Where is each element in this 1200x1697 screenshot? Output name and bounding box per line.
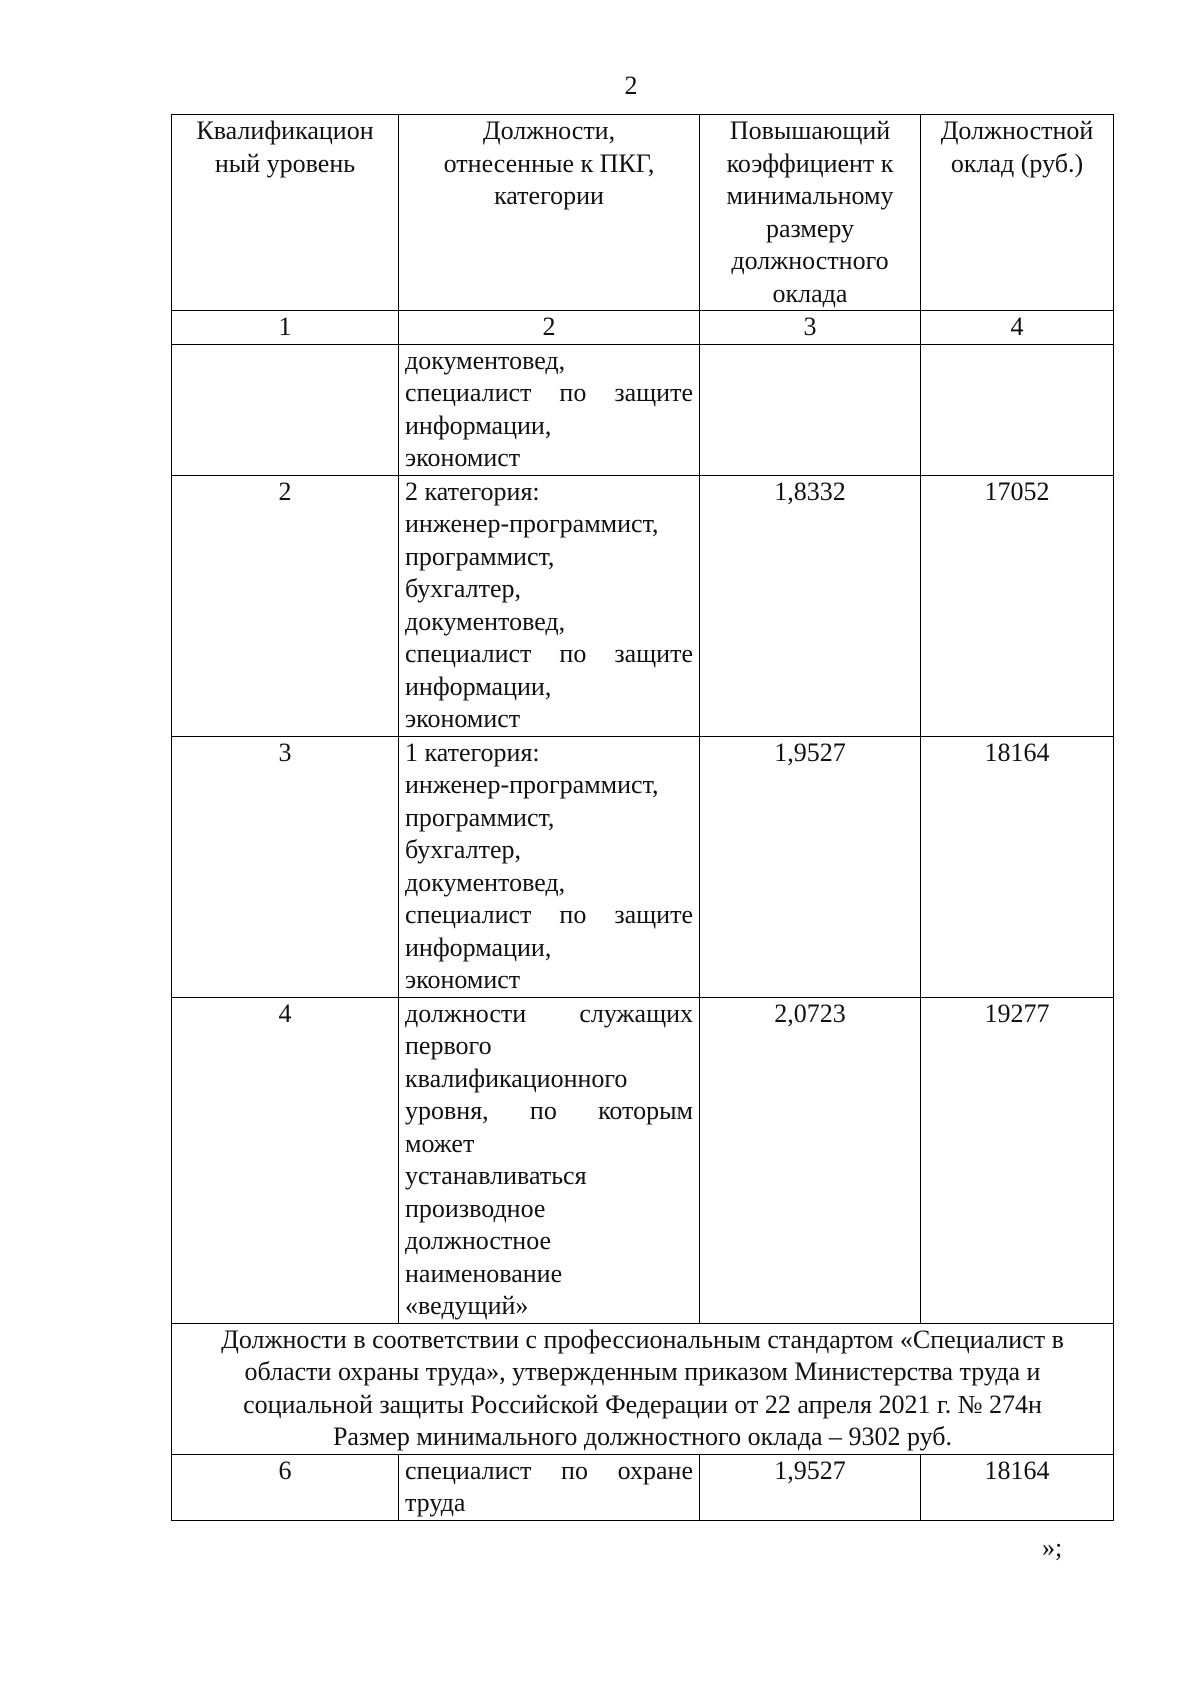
section-note-line: Должности в соответствии с профессиональным стандартом «Специалист в: [221, 1324, 1064, 1354]
position-line: экономист: [405, 704, 521, 733]
header-text-line: Должности,: [482, 116, 616, 145]
position-line: специалист по защите: [405, 900, 693, 929]
position-line: экономист: [405, 965, 521, 994]
positions-cell: [399, 997, 700, 1323]
position-line: программист,: [405, 802, 555, 832]
positions-cell: [399, 1454, 700, 1520]
column-number-row: [172, 311, 1114, 345]
column-number: 2: [399, 311, 700, 345]
salary-cell: 19277: [921, 997, 1114, 1323]
position-line: специалист по защите: [405, 378, 693, 407]
coefficient-cell: 2,0723: [700, 997, 921, 1323]
position-line: инженер-программист,: [405, 770, 659, 799]
header-text-line: ный уровень: [214, 148, 356, 178]
coefficient-cell: 1,9527: [700, 736, 921, 997]
level-cell: 3: [172, 736, 399, 997]
level-cell: [172, 344, 399, 475]
header-text-line: оклад (руб.): [950, 148, 1084, 178]
level-cell: 6: [172, 1454, 399, 1520]
position-line: документовед,: [405, 867, 566, 897]
section-note-line: социальной защиты Российской Федерации от 22 апреля 2021 г. № 274н: [243, 1389, 1042, 1419]
positions-cell: [399, 736, 700, 997]
position-line: бухгалтер,: [405, 835, 522, 864]
header-text-line: оклада: [772, 278, 848, 308]
section-note: [172, 1323, 1114, 1454]
salary-cell: [921, 344, 1114, 475]
position-line: устанавливаться: [405, 1161, 587, 1190]
position-line: квалификационного: [405, 1063, 628, 1093]
position-line: специалист по защите: [405, 639, 693, 668]
header-salary: [921, 115, 1114, 311]
position-line: первого: [405, 1031, 492, 1060]
column-number: 4: [921, 311, 1114, 345]
page-number: 2: [624, 71, 638, 100]
level-cell: 2: [172, 475, 399, 736]
table-header-row: [172, 115, 1114, 311]
table-row: [172, 344, 1114, 475]
table-row: [172, 475, 1114, 736]
column-number: 1: [172, 311, 399, 345]
position-line: специалист по охране: [405, 1455, 693, 1485]
position-line: уровня, по которым: [405, 1096, 693, 1125]
salary-cell: 18164: [921, 736, 1114, 997]
position-line: документовед,: [405, 606, 566, 636]
header-positions: [399, 115, 700, 311]
position-line: информации,: [405, 410, 552, 440]
position-line: программист,: [405, 541, 555, 571]
position-line: наименование: [405, 1258, 563, 1288]
position-line: производное: [405, 1193, 546, 1223]
position-line: труда: [405, 1488, 466, 1517]
position-line: должности служащих: [405, 998, 693, 1028]
salary-table: [171, 114, 1114, 1521]
position-line: документовед,: [405, 345, 566, 375]
header-text-line: размеру: [765, 213, 855, 243]
positions-cell: [399, 344, 700, 475]
header-coefficient: [700, 115, 921, 311]
header-text-line: категории: [494, 181, 604, 210]
header-text-line: минимальному: [726, 181, 894, 210]
coefficient-cell: 1,8332: [700, 475, 921, 736]
position-line: может: [405, 1128, 475, 1158]
position-line: 2 категория:: [405, 476, 540, 506]
position-line: экономист: [405, 443, 521, 472]
table-row: [172, 997, 1114, 1323]
column-number: 3: [700, 311, 921, 345]
table-row: [172, 1454, 1114, 1520]
header-qualification-level: [172, 115, 399, 311]
level-cell: 4: [172, 997, 399, 1323]
salary-cell: 18164: [921, 1454, 1114, 1520]
positions-cell: [399, 475, 700, 736]
position-line: информации,: [405, 671, 552, 701]
position-line: инженер-программист,: [405, 509, 659, 538]
section-note-row: [172, 1323, 1114, 1454]
position-line: информации,: [405, 932, 552, 962]
section-note-line: Размер минимального должностного оклада – 9302 руб.: [332, 1422, 953, 1451]
coefficient-cell: [700, 344, 921, 475]
section-note-line: области охраны труда», утвержденным приказом Министерства труда и: [244, 1357, 1041, 1386]
position-line: бухгалтер,: [405, 574, 522, 603]
closing-quote-mark: »;: [1042, 1533, 1063, 1562]
header-text-line: отнесенные к ПКГ,: [443, 148, 655, 178]
salary-cell: 17052: [921, 475, 1114, 736]
header-text-line: Квалификацион: [196, 116, 374, 145]
header-text-line: Повышающий: [729, 116, 891, 145]
position-line: «ведущий»: [405, 1291, 529, 1320]
header-text-line: должностного: [731, 246, 889, 275]
position-line: 1 категория:: [405, 737, 540, 767]
coefficient-cell: 1,9527: [700, 1454, 921, 1520]
header-text-line: Должностной: [940, 116, 1094, 145]
position-line: должностное: [405, 1226, 552, 1255]
header-text-line: коэффициент к: [726, 148, 894, 178]
table-row: [172, 736, 1114, 997]
